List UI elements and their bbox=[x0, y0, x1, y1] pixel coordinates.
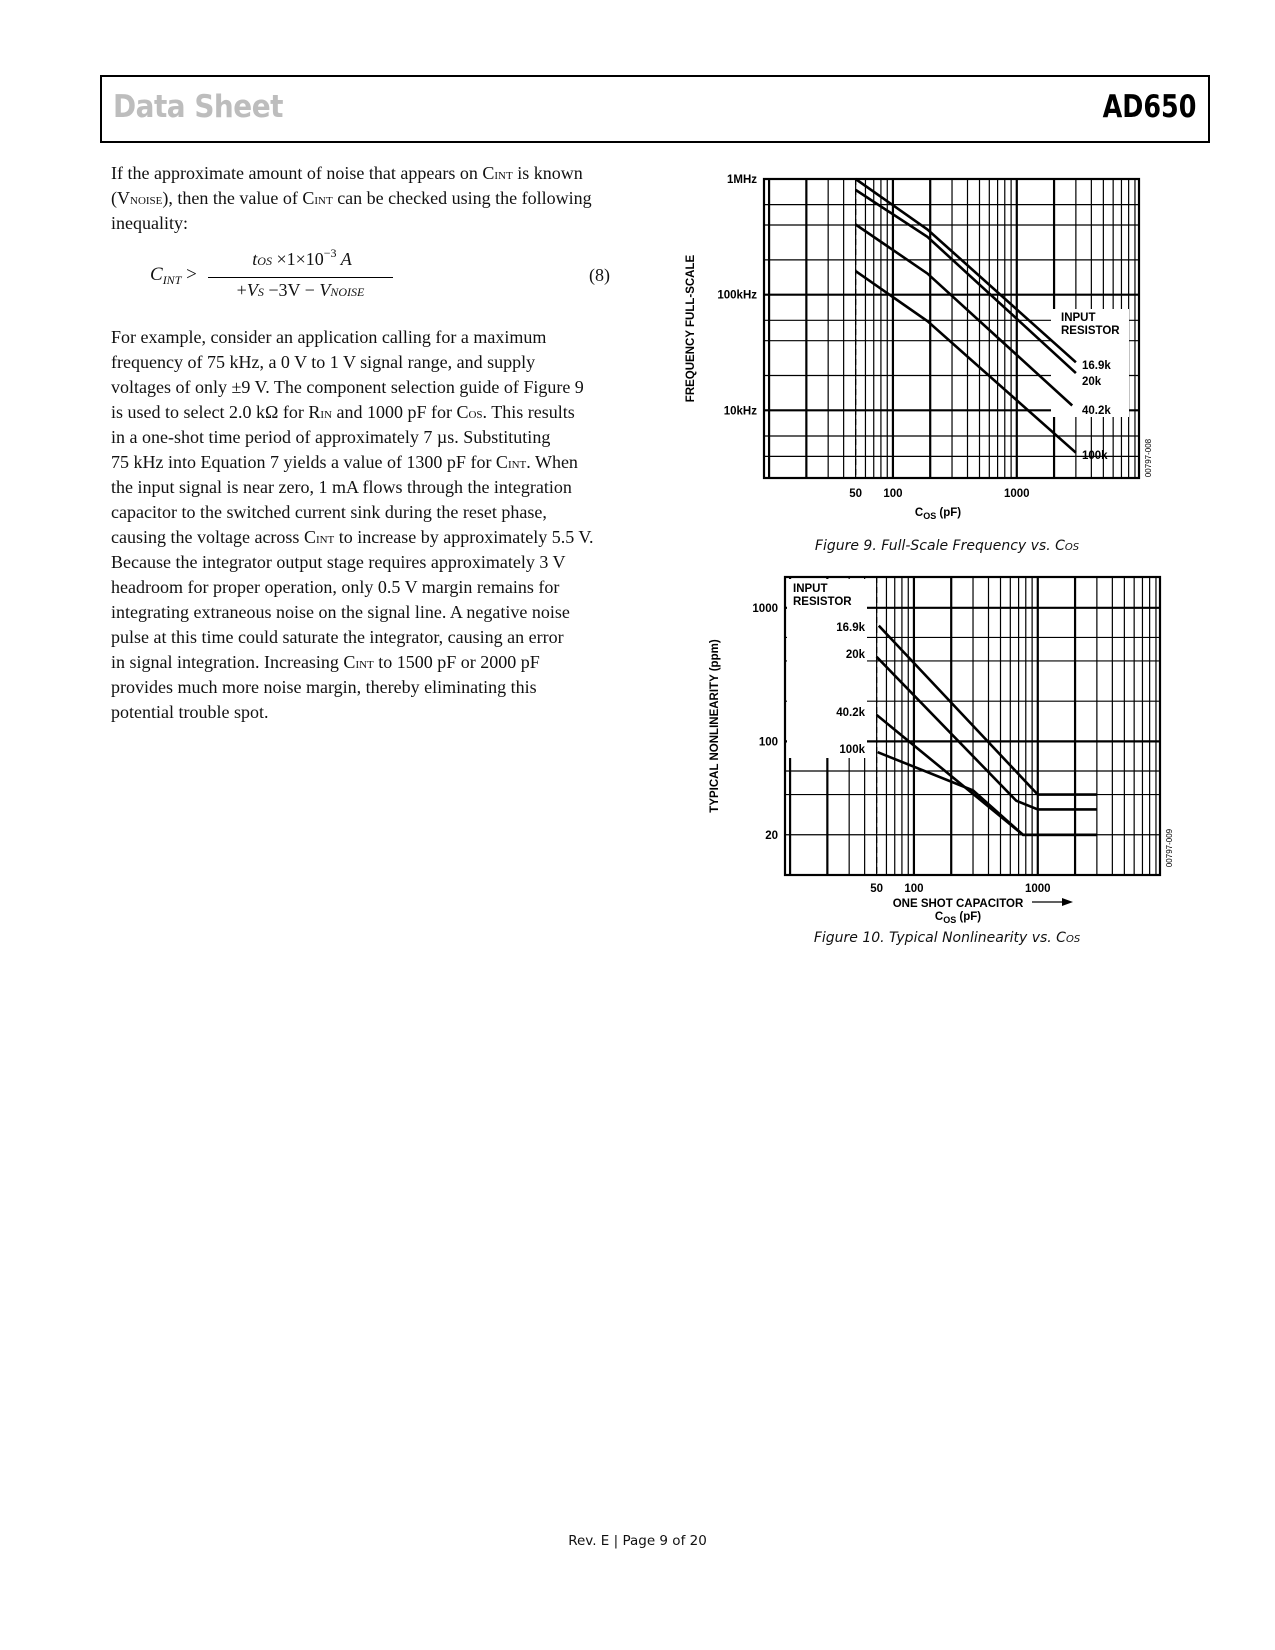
caption-text: Figure 10. Typical Nonlinearity vs. C bbox=[813, 930, 1066, 946]
eq-t-sub: OS bbox=[257, 254, 272, 268]
text-run: is known bbox=[512, 163, 583, 183]
caption-text: Figure 9. Full-Scale Frequency vs. C bbox=[814, 538, 1065, 554]
xlabel-sub: OS bbox=[923, 511, 937, 521]
series-label: 40.2k bbox=[1082, 405, 1111, 417]
series-label: 16.9k bbox=[836, 622, 865, 634]
y-tick-label: 100 bbox=[758, 736, 778, 749]
subscript: NOISE bbox=[130, 195, 163, 207]
eq-v: V bbox=[246, 280, 258, 300]
eq-t: t bbox=[252, 249, 258, 269]
y-axis-label: FREQUENCY FULL-SCALE bbox=[685, 254, 697, 403]
eq-exp: −3 bbox=[323, 246, 337, 260]
series-line-40.2k bbox=[877, 715, 1097, 835]
text-run: voltages of only ±9 V. The component selection guide of Figure 9 bbox=[111, 377, 584, 397]
subscript: INT bbox=[494, 170, 513, 182]
subscript: INT bbox=[507, 459, 527, 471]
xlabel-c: C bbox=[934, 911, 944, 923]
x-axis-label bbox=[915, 507, 961, 521]
legend-title: RESISTOR bbox=[1061, 325, 1120, 337]
text-run: frequency of 75 kHz, a 0 V to 1 V signal range, and supply bbox=[111, 352, 536, 372]
x-axis-label: ONE SHOT CAPACITOR bbox=[892, 898, 1024, 910]
figure-id: 00797-008 bbox=[1144, 438, 1153, 478]
text-run: Because the integrator output stage requires approximately 3 V bbox=[111, 552, 566, 572]
text-run: inequality: bbox=[111, 213, 188, 233]
series-line-20k bbox=[856, 190, 1076, 373]
series-label: 16.9k bbox=[1082, 360, 1111, 372]
xlabel-c: C bbox=[914, 507, 924, 519]
text-run: . This results bbox=[482, 402, 575, 422]
part-number: AD650 bbox=[1102, 89, 1196, 125]
series-label: 20k bbox=[845, 649, 865, 661]
text-run: (V bbox=[111, 188, 130, 208]
series-line-40.2k bbox=[856, 225, 1073, 406]
equation-number: (8) bbox=[589, 265, 610, 285]
x-tick-label: 1000 bbox=[1024, 883, 1051, 895]
x-tick-label: 50 bbox=[849, 488, 863, 500]
text-run: For example, consider an application calling for a maximum bbox=[111, 327, 547, 347]
text-run: integrating extraneous noise on the signal line. A negative noise bbox=[111, 602, 570, 622]
caption-sub: OS bbox=[1064, 542, 1080, 553]
chart-9 bbox=[685, 174, 1153, 521]
eq-c-sub: INT bbox=[162, 273, 182, 287]
series-line-100k bbox=[856, 271, 1076, 453]
eq-v2: V bbox=[319, 280, 331, 300]
text-run: ), then the value of C bbox=[162, 188, 315, 208]
xlabel-unit: (pF) bbox=[936, 507, 962, 519]
eq-unit: A bbox=[336, 249, 352, 269]
text-run: in a one-shot time period of approximately 7 µs. Substituting bbox=[111, 427, 551, 447]
legend-title: INPUT bbox=[1061, 312, 1096, 324]
legend-title: RESISTOR bbox=[793, 596, 852, 608]
x-tick-label: 50 bbox=[870, 883, 884, 895]
text-run: can be checked using the following bbox=[332, 188, 592, 208]
y-tick-label: 1MHz bbox=[726, 174, 757, 186]
x-tick-label: 1000 bbox=[1003, 488, 1030, 500]
legend-title: INPUT bbox=[793, 583, 828, 595]
subscript: IN bbox=[320, 409, 332, 421]
y-tick-label: 10kHz bbox=[723, 405, 757, 418]
y-axis-label: TYPICAL NONLINEARITY (ppm) bbox=[709, 639, 721, 813]
text-run: . When bbox=[526, 452, 578, 472]
series-line-20k bbox=[877, 657, 1097, 810]
subscript: INT bbox=[314, 195, 333, 207]
caption-sub: OS bbox=[1065, 934, 1081, 945]
text-run: capacitor to the switched current sink during the reset phase, bbox=[111, 502, 547, 522]
section-title: Data Sheet bbox=[113, 89, 283, 125]
text-run: provides much more noise margin, thereby eliminating this bbox=[111, 677, 537, 697]
series-label: 100k bbox=[1082, 450, 1108, 462]
text-run: headroom for proper operation, only 0.5 V margin remains for bbox=[111, 577, 560, 597]
text-run: is used to select 2.0 kΩ for R bbox=[111, 402, 321, 422]
x-axis-label-2 bbox=[935, 911, 981, 925]
y-tick-label: 1000 bbox=[752, 602, 778, 615]
x-tick-label: 100 bbox=[883, 488, 903, 500]
eq-c: C bbox=[150, 264, 163, 285]
text-run: potential trouble spot. bbox=[111, 702, 269, 722]
subscript: OS bbox=[468, 409, 483, 421]
eq-v2-sub: NOISE bbox=[330, 285, 365, 299]
figure-id: 00797-009 bbox=[1165, 828, 1174, 868]
page-footer: Rev. E | Page 9 of 20 bbox=[568, 1533, 707, 1549]
xlabel-sub: OS bbox=[943, 915, 957, 925]
series-label: 40.2k bbox=[836, 707, 865, 719]
y-tick-label: 20 bbox=[765, 829, 778, 842]
text-run: the input signal is near zero, 1 mA flows through the integration bbox=[111, 477, 572, 497]
eq-v-sub: S bbox=[257, 285, 264, 299]
eq-den-mid: −3V − bbox=[263, 280, 320, 300]
subscript: INT bbox=[315, 534, 335, 546]
text-run: to 1500 pF or 2000 pF bbox=[373, 652, 540, 672]
series-label: 100k bbox=[839, 744, 865, 756]
arrow-head-icon bbox=[1062, 898, 1073, 906]
text-run: to increase by approximately 5.5 V. bbox=[334, 527, 594, 547]
eq-mid: ×1×10 bbox=[271, 249, 324, 269]
series-label: 20k bbox=[1082, 376, 1102, 388]
xlabel-unit: (pF) bbox=[956, 911, 982, 923]
eq-relation: > bbox=[181, 264, 197, 285]
series-line-16.9k bbox=[879, 626, 1097, 795]
text-run: 75 kHz into Equation 7 yields a value of 1300 pF for C bbox=[111, 452, 508, 472]
text-run: causing the voltage across C bbox=[111, 527, 316, 547]
text-run: and 1000 pF for C bbox=[331, 402, 469, 422]
eq-plus: + bbox=[236, 280, 247, 300]
text-run: If the approximate amount of noise that appears on C bbox=[111, 163, 495, 183]
y-tick-label: 100kHz bbox=[717, 289, 757, 302]
subscript: INT bbox=[355, 659, 374, 671]
x-tick-label: 100 bbox=[904, 883, 924, 895]
chart-10 bbox=[709, 577, 1174, 925]
text-run: in signal integration. Increasing C bbox=[111, 652, 356, 672]
text-run: pulse at this time could saturate the integrator, causing an error bbox=[111, 627, 564, 647]
